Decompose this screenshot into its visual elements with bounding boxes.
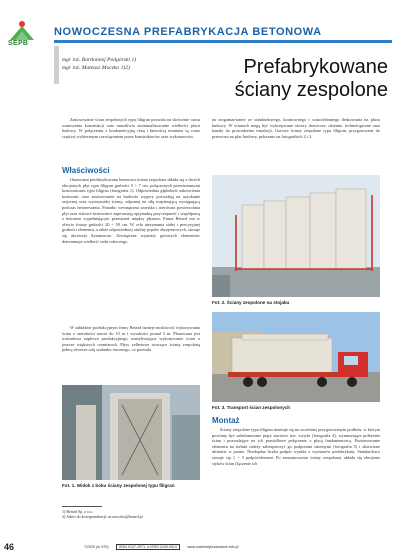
caption-fot1: Fot. 1. Widok z boku ściany zespolonej typu filigran: [62, 483, 175, 488]
footer-bar: [84, 545, 244, 549]
accent-bar: [54, 46, 59, 84]
page-number: 46: [4, 542, 15, 552]
wlasciwosci-paragraph-1: Omawiana prefabrykowana betonowa ściana zespolona składa się z dwóch zbrojonych płyt typu filigran grubości 5 ÷ 7 cm, połączonych przestrzennymi kratownicami typu filigran (fotografia 1). Odpowiednia głębokość zakotwienia kratownic oraz zastosowanie na budowie wypory pozwalają na uzyskanie sztywnej oraz wytrzymałej ściany, odpornej na siłę rozpierającą występującą podczas betonowania. Ponadto wewnętrzna szorstka i nierówna powierzchnia płyt oraz stalowe kratownice zapewniają optymalną przyczepność i współpracę z betonem wypełniającym przestrzeń między płytami. Firma Betard ma w ofercie ściany grubości 20 ÷ 50 cm. W celu utrzymania stałej i precyzyjnej grubości elementu, a także odpowiedniej otuliny prętów zbrojeniowych, stosuje się akcesoria dystansowe. Zewnętrzne wymiary gotowych elementów determinuje wielkość stołu roboczego.: [62, 177, 200, 244]
montaz-paragraph-1: Ściany zespolone typu filigran montuje się na wcześniej przygotowanym podłożu, w którym powinny być zabetonowane pręty startowe tzw. wytyki (fotografia 4), wymuszające położenie ścian i pozwalające na ich prawidłowe połączenie z płytą fundamentową. Poziomowanie elementu na stelaże należy zabezpieczyć go podporami ukośnymi (fotografia 5) i skotwione ułożenie w pionie. Niezbędna liczba podpór wynika z wymiarów prefabrykatu. Standardowo stosuje się 1 ÷ 3 podpór/element. Po zamontowaniu ściany zespolonej układa się zbrojenie styków ścian (łączenie ich: [212, 427, 380, 466]
wlasciwosci-paragraph-2: W zakładzie produkcyjnym firmy Betard istnieje możliwość wykonywania ścian o szerokości nawet do 10 m i wysokości ponad 3 m. Planowana jest rozbudowa zaplecza produkcyjnego, umożliwiająca wykonywanie ścian o jeszcze większych rozmiarach. Płyty zelbetowe tworzące ścianę zespoloną pełnią również rolę szalunku traconego, co pozwala: [62, 325, 200, 353]
footer-website[interactable]: www.materialybudowlane.info.pl: [187, 545, 239, 549]
section-title: NOWOCZESNA PREFABRYKACJA BETONOWA: [54, 26, 322, 38]
footer-issue: 7/2020 (nr 575): [84, 545, 109, 549]
wlasciwosci-body-1: [62, 177, 200, 244]
author-1: mgr inż. Bartłomiej Podgórski 1): [62, 57, 137, 63]
header-rule: [54, 40, 392, 43]
authors: [62, 57, 136, 72]
intro-col2: [212, 117, 380, 139]
intro-paragraph-1: Zastosowanie ścian zespolonych typu filigran pozwala na skrócenie czasu wznoszenia konstrukcji oraz umożliwia zminimalizowanie wielkości placu budowy. W połączeniu z konkurencyjną ceną i łatwością montażu są coraz częściej wybieranym rozwiązaniem przez konstruktorów oraz wykonawców.: [62, 117, 200, 139]
logo-text: SEPB: [8, 40, 29, 47]
intro-col1: [62, 117, 200, 139]
footnote-2: 2) Adres do korespondencji: m.moczko@betard.pl: [62, 514, 143, 520]
photo-walls-on-rack: [212, 175, 380, 297]
footnote-rule: [62, 506, 102, 507]
footnote-1: 1) Betard Sp. z o.o.: [62, 509, 93, 514]
heading-wlasciwosci: Właściwości: [62, 166, 110, 175]
article-title: [188, 56, 388, 102]
wlasciwosci-body-2: [62, 325, 200, 353]
heading-montaz: Montaż: [212, 416, 240, 425]
caption-fot3: Fot. 3. Transport ścian zespolonych: [212, 405, 291, 410]
caption-fot2: Fot. 2. Ściany zespolone na stojaku: [212, 300, 290, 305]
footnotes: [62, 509, 143, 520]
author-2: mgr inż. Mateusz Moczko 1)2): [62, 64, 130, 71]
title-line-1: Prefabrykowane: [243, 56, 388, 78]
intro-paragraph-2: na zorganizowanie ze standardowego, kosztownego i czasochłonnego deskowania na placu budowy. W ścianach mogą być wykonywane otwory drzwiowe, okienne, technologiczne oraz kanały do prowadzenia instalacji. Gotowe ściany zespolone typu filigran, przygotowane do przewozu na plac budowy, pokazano na fotografiach 2 i 3.: [212, 117, 380, 139]
photo-wall-side-view: [62, 385, 200, 480]
footer-issn: ISSN 0137-2971, e-ISSN 2449-951X: [116, 544, 181, 550]
photo-transport: [212, 312, 380, 402]
montaz-body: [212, 427, 380, 466]
title-line-2: ściany zespolone: [234, 79, 388, 101]
